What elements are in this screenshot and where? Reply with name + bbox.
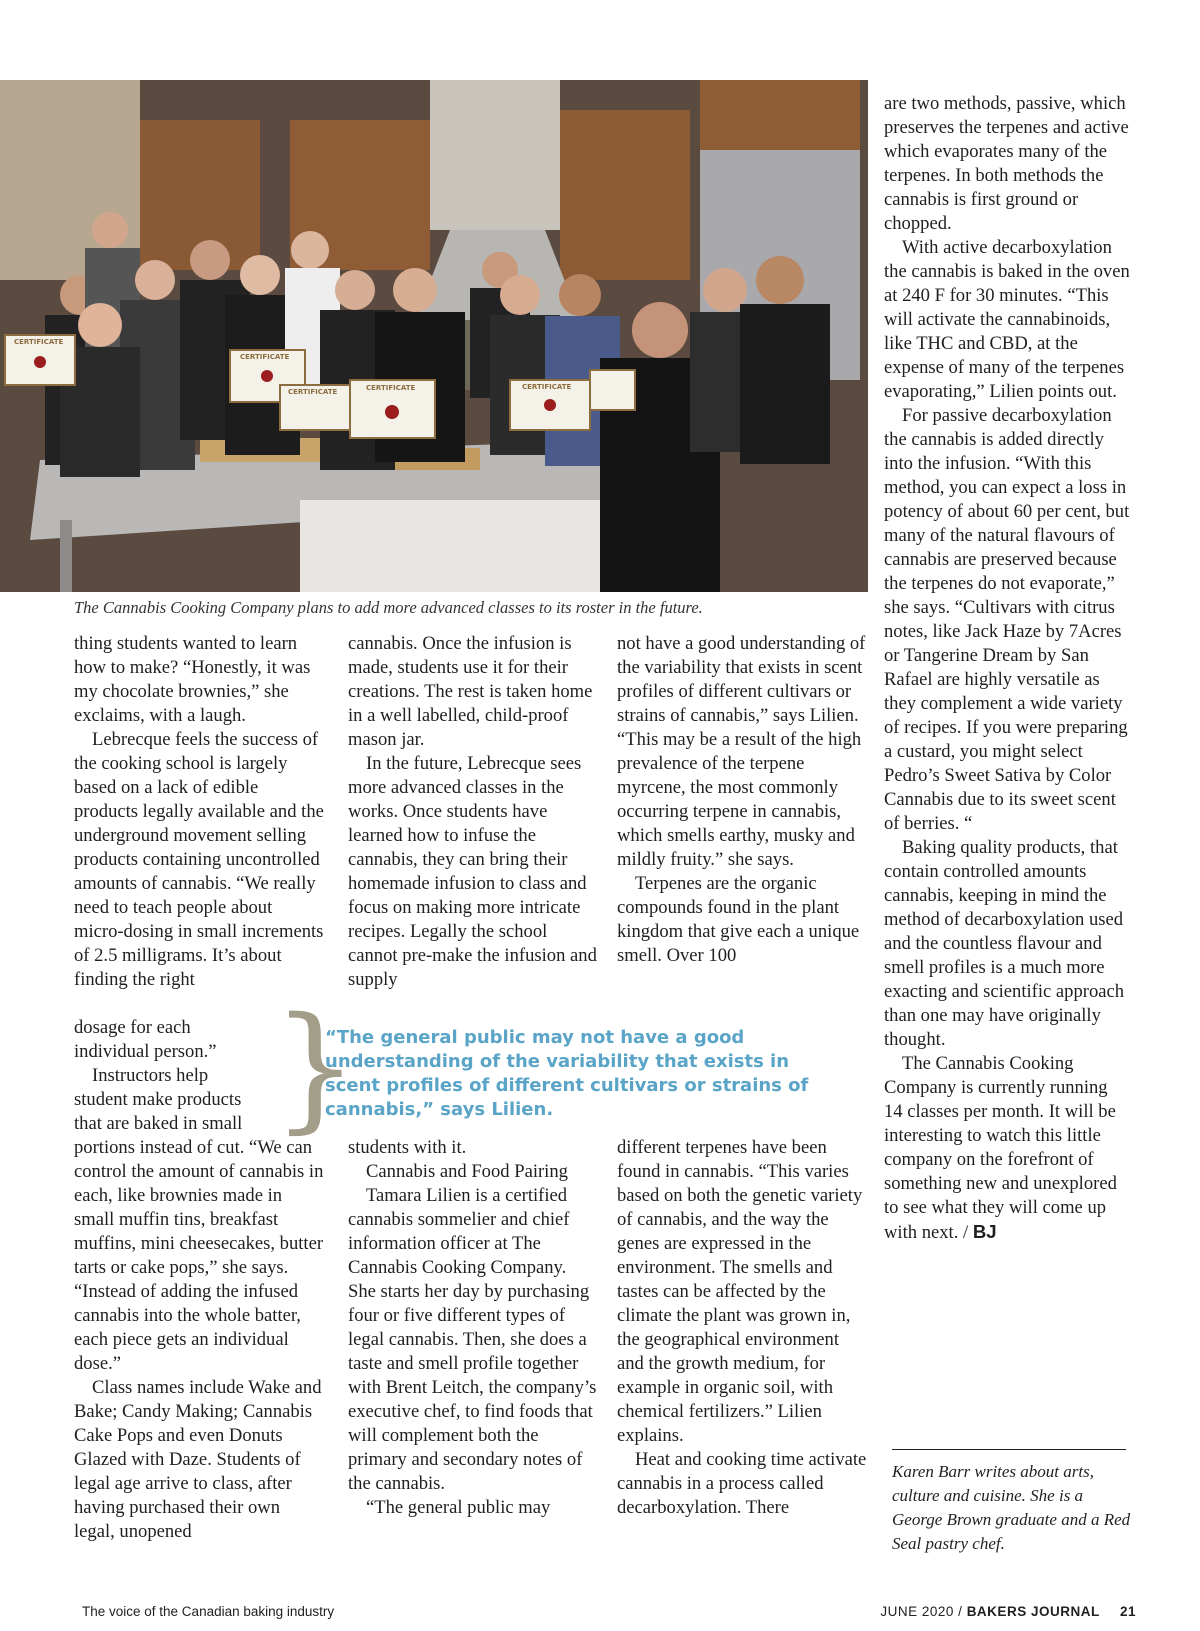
author-bio: Karen Barr writes about arts, culture and cuisine. She is a George Brown graduate and a Red Seal pastry chef.	[892, 1462, 1131, 1553]
paragraph: Baking quality products, that contain controlled amounts cannabis, keeping in mind the method of decarboxylation used and the countless flavour and smell profiles is a much more exacting and scientific approach than one may have originally thought.	[884, 837, 1125, 1050]
pull-quote-brace: }	[272, 989, 359, 1147]
column-1-narrow	[74, 1016, 274, 1136]
text-line: student make products	[74, 1089, 242, 1110]
paragraph: portions instead of cut. “We can control the amount of cannabis in each, like brownies made in small muffin tins, breakfast muffins, mini cheesecakes, butter tarts or cake pops,” she says. “Instead of adding the infused cannabis into the whole batter, each piece gets an individual dose.”	[74, 1137, 324, 1374]
closing-text: The Cannabis Cooking Company is currently running 14 classes per month. It will be interesting to watch this little company on the forefront of something new and unexplored to see what they will come up with next. /	[884, 1053, 1117, 1243]
paragraph: Tamara Lilien is a certified cannabis sommelier and chief information officer at The Cannabis Cooking Company. She starts her day by purchasing four or five different types of legal cannabis. Then, she does a taste and smell profile together with Brent Leitch, the company’s executive chef, to find foods that will complement both the primary and secondary notes of the cannabis.	[348, 1185, 597, 1494]
kitchen-group-photo	[0, 80, 868, 592]
paragraph: students with it.	[348, 1137, 467, 1158]
pull-quote: “The general public may not have a good understanding of the variability that exists in scent profiles of different cultivars or strains of cannabis,” says Lilien.	[325, 1027, 809, 1120]
paragraph: Terpenes are the organic compounds found in the plant kingdom that give each a unique smell. Over 100	[617, 873, 860, 966]
paragraph: Heat and cooking time activate cannabis in a process called decarboxylation. There	[617, 1449, 867, 1518]
paragraph: “The general public may	[366, 1497, 551, 1518]
column-3-top	[617, 632, 867, 968]
paragraph: different terpenes have been found in cannabis. “This varies based on both the genetic variety of cannabis, and the way the genes are expressed in the environment. The smells and tastes can be affected by the climate the plant was grown in, the geographical environment and the growth medium, for example in organic soil, with chemical fertilizers.” Lilien explains.	[617, 1137, 863, 1446]
column-2-top	[348, 632, 598, 992]
paragraph: not have a good understanding of the variability that exists in scent profiles of different cultivars or strains of cannabis,” says Lilien. “This may be a result of the high prevalence of the terpene myrcene, the most commonly occurring terpene in cannabis, which smells earthy, musky and mildly fruity.” she says.	[617, 633, 866, 870]
column-4	[884, 92, 1130, 1245]
certificate-label-2: CERTIFICATE	[240, 353, 290, 361]
article-photo	[0, 80, 868, 592]
paragraph: thing students wanted to learn how to make? “Honestly, it was my chocolate brownies,” she exclaims, with a laugh.	[74, 633, 311, 726]
text-line: individual person.”	[74, 1041, 217, 1062]
paragraph: cannabis. Once the infusion is made, students use it for their creations. The rest is taken home in a well labelled, child-proof mason jar.	[348, 633, 593, 750]
certificate-label-4: CERTIFICATE	[366, 384, 416, 392]
subheading: Cannabis and Food Pairing	[366, 1161, 568, 1182]
paragraph: are two methods, passive, which preserves the terpenes and active which evaporates many of the terpenes. In both methods the cannabis is first ground or chopped.	[884, 93, 1129, 234]
footer-issue	[880, 1604, 1136, 1619]
end-signature: BJ	[972, 1221, 997, 1242]
footer-tagline: The voice of the Canadian baking industry	[82, 1604, 335, 1619]
paragraph	[884, 1052, 1130, 1245]
paragraph: Lebrecque feels the success of the cooking school is largely based on a lack of edible products legally available and the underground movement selling products containing uncontrolled amounts of cannabis. “We really need to teach people about micro-dosing in small increments of 2.5 milligrams. It’s about finding the right	[74, 729, 324, 990]
paragraph: For passive decarboxylation the cannabis is added directly into the infusion. “With this method, you can expect a loss in potency of about 60 per cent, but many of the natural flavours of cannabis are preserved because the terpenes do not evaporate,” she says. “Cultivars with citrus notes, like Jack Haze by 7Acres or Tangerine Dream by San Rafael are highly versatile as they complement a wide variety of recipes. If you were preparing a custard, you might select Pedro’s Sweet Sativa by Color Cannabis due to its sweet scent of berries. “	[884, 405, 1130, 834]
certificate-label-5: CERTIFICATE	[522, 383, 572, 391]
page-number: 21	[1119, 1604, 1136, 1619]
paragraph: With active decarboxylation the cannabis is baked in the oven at 240 F for 30 minutes. “This will activate the cannabinoids, like THC and CBD, at the expense of many of the terpenes evaporating,” Lilien points out.	[884, 237, 1130, 402]
paragraph: In the future, Lebrecque sees more advanced classes in the works. Once students have learned how to infuse the cannabis, they can bring their homemade infusion to class and focus on making more intricate recipes. Legally the school cannot pre-make the infusion and supply	[348, 753, 597, 990]
bio-divider	[892, 1449, 1126, 1450]
column-1-bottom	[74, 1136, 324, 1544]
column-3-bottom	[617, 1136, 867, 1520]
photo-caption: The Cannabis Cooking Company plans to add more advanced classes to its roster in the future.	[74, 598, 703, 617]
certificate-label-3: CERTIFICATE	[288, 388, 338, 396]
text-line: Instructors help	[92, 1065, 209, 1086]
text-line: dosage for each	[74, 1017, 191, 1038]
paragraph: Class names include Wake and Bake; Candy Making; Cannabis Cake Pops and even Donuts Glazed with Daze. Students of legal age arrive to class, after having purchased their own legal, unopened	[74, 1377, 322, 1542]
column-2-bottom	[348, 1136, 598, 1520]
certificate-label-1: CERTIFICATE	[14, 338, 64, 346]
magazine-name: BAKERS JOURNAL	[966, 1604, 1100, 1619]
column-1-top	[74, 632, 324, 992]
text-line: that are baked in small	[74, 1113, 243, 1134]
issue-date: JUNE 2020 /	[880, 1604, 963, 1619]
